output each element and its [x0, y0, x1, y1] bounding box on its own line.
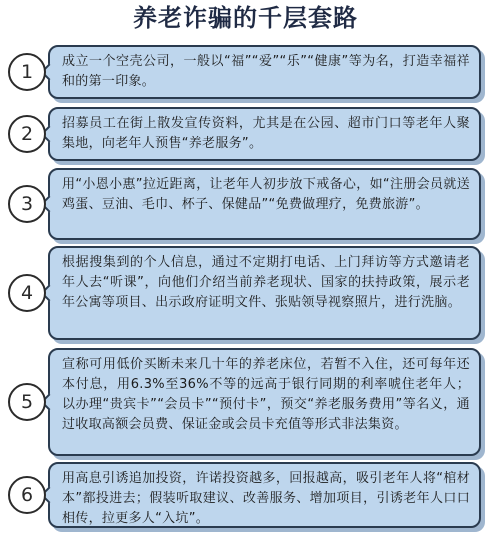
step-number-badge: 1 — [8, 53, 46, 91]
step-text: 宣称可用低价买断未来几十年的养老床位，若暂不入住，还可每年还本付息，用6.3%至36%不等的远高于银行同期的利率唬住老年人；以办理“贵宾卡”“会员卡”“预付卡”，预交“养老服务费用”等名义，通过收取高额会员费、保证金或会员卡充值等形式非法集资。 — [62, 357, 470, 432]
step-text: 招募员工在街上散发宣传资料，尤其是在公园、超市门口等老年人聚集地，向老年人预售“养老服务”。 — [62, 116, 470, 151]
step-text-box — [48, 462, 481, 528]
step-item-5 — [8, 348, 481, 456]
step-number-badge: 2 — [8, 115, 46, 153]
step-text-box — [48, 107, 481, 161]
step-number-badge: 4 — [8, 274, 46, 312]
step-item-3 — [8, 168, 481, 240]
step-item-1 — [8, 45, 481, 99]
step-text: 成立一个空壳公司，一般以“福”“爱”“乐”“健康”等为名，打造幸福祥和的第一印象。 — [62, 54, 470, 89]
step-item-4 — [8, 246, 481, 340]
page-title: 养老诈骗的千层套路 — [133, 4, 358, 32]
step-text: 用“小恩小惠”拉近距离，让老年人初步放下戒备心，如“注册会员就送鸡蛋、豆油、毛巾、杯子、保健品”“免费做理疗，免费旅游”。 — [62, 177, 470, 212]
step-item-2 — [8, 107, 481, 161]
step-number-badge: 5 — [8, 383, 46, 421]
step-text-box — [48, 168, 481, 240]
step-text-box — [48, 246, 481, 340]
step-number-badge: 6 — [8, 476, 46, 514]
step-text: 根据搜集到的个人信息，通过不定期打电话、上门拜访等方式邀请老年人去“听课”，向他们介绍当前养老现状、国家的扶持政策，展示老年公寓等项目、出示政府证明文件、张贴领导视察照片，进行洗脑。 — [62, 255, 470, 310]
step-text: 用高息引诱追加投资，许诺投资越多，回报越高，吸引老年人将“棺材本”都投进去；假装听取建议、改善服务、增加项目，引诱老年人口口相传，拉更多人“入坑”。 — [62, 471, 470, 526]
step-item-6 — [8, 462, 481, 528]
step-text-box — [48, 45, 481, 99]
step-number-badge: 3 — [8, 185, 46, 223]
step-text-box — [48, 348, 481, 456]
